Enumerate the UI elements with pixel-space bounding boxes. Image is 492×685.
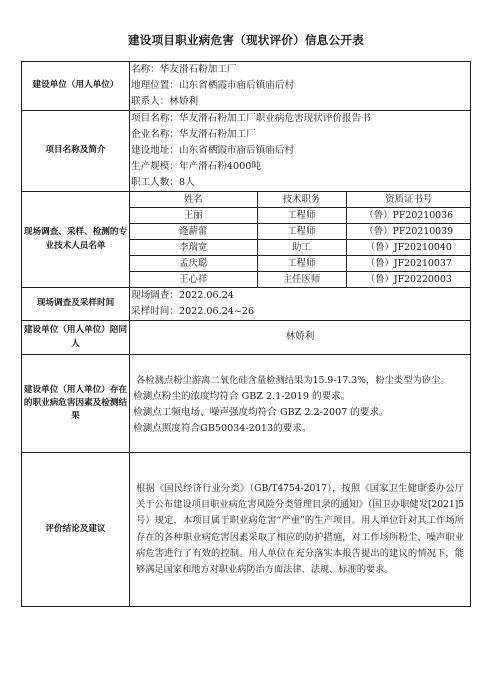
staff-header-title: 技术职务 (257, 192, 346, 208)
staff-title: 助工 (257, 240, 346, 256)
staff-name: 王心祥 (130, 272, 257, 288)
hazard-silica: 各检测点粉尘游离二氧化硅含量检测结果为15.9-17.3%，粉尘类型为矽尘。 (136, 375, 450, 387)
escort-row (22, 321, 471, 355)
staff-title: 工程师 (257, 208, 346, 224)
disclosure-table (21, 61, 471, 607)
project-row (22, 111, 471, 192)
hazard-noise: 检测点工频电场、噪声强度均符合 GBZ 2.2-2007 的要求。 (133, 406, 389, 418)
unit-name: 名称：华友滑石粉加工厂 (131, 64, 237, 75)
conclusion-label: 评价结论及建议 (22, 453, 130, 607)
survey-row (22, 288, 471, 321)
unit-label: 建设单位（用人单位） (22, 62, 130, 111)
staff-count: 职工人数：8人 (131, 177, 195, 188)
conclusion-content (130, 453, 471, 607)
project-content (130, 111, 471, 192)
staff-name: 李瑞宽 (130, 240, 257, 256)
staff-name: 孟庆聪 (130, 256, 257, 272)
conclusion-row (22, 453, 471, 607)
staff-cell (130, 192, 471, 288)
conclusion-text: 根据《国民经济行业分类》（GB/T4754-2017），按照《国家卫生健康委办公厅关于公布建设项目职业病危害风险分类管理目录的通知》（国卫办职健发[2021]5号）规定，本项目属于职业病危害“严重”的生产项目。用人单位针对其工作场所存在的各种职业病危害因素采取了相应的防护措施，对工作场所粉尘、噪声职业病危害进行了有效的控制。用人单位在充分落实本报告提出的建议的情况下，能够满足国家和地方对职业病防治方面法律、法规、标准的要求。 (136, 482, 464, 575)
staff-table (130, 192, 471, 287)
unit-content (130, 62, 471, 111)
staff-label: 现场调查、采样、检测的专业技术人员名单 (22, 192, 130, 288)
unit-location: 地理位置：山东省栖霞市庙后镇庙后村 (131, 80, 295, 91)
staff-cert: （鲁）PF20210039 (346, 224, 471, 240)
hazards-row (22, 355, 471, 453)
staff-title: 工程师 (257, 224, 346, 240)
escort-value: 林娇利 (130, 321, 471, 355)
project-address: 建设地址：山东省栖霞市庙后镇庙后村 (131, 145, 295, 156)
table-row (130, 240, 471, 256)
staff-row (22, 192, 471, 288)
survey-content (130, 288, 471, 321)
unit-contact: 联系人：林娇利 (131, 96, 199, 107)
staff-header-name: 姓名 (183, 194, 203, 205)
hazard-lighting: 检测点照度符合GB50034-2013的要求。 (133, 422, 312, 434)
project-name: 项目名称：华友滑石粉加工厂职业病危害现状评价报告书 (131, 113, 371, 124)
table-row (130, 208, 471, 224)
table-row (130, 224, 471, 240)
hazards-label: 建设单位（用人单位）存在的职业病危害因素及检测结果 (22, 355, 130, 453)
unit-row (22, 62, 471, 111)
escort-label: 建设单位（用人单位）陪同人 (22, 321, 130, 355)
staff-cert: （鲁）JF20210037 (346, 256, 471, 272)
hazards-content (130, 355, 471, 453)
production-scale: 生产规模：年产滑石粉4000吨 (131, 161, 261, 172)
survey-label: 现场调查及采样时间 (22, 288, 130, 321)
staff-header-row (130, 192, 471, 208)
project-label: 项目名称及简介 (22, 111, 130, 192)
staff-cert: （鲁）PF20210036 (346, 208, 471, 224)
sampling-date: 采样时间：2022.06.24~26 (131, 306, 255, 317)
staff-cert: （鲁）JF20210040 (346, 240, 471, 256)
survey-date: 现场调查：2022.06.24 (131, 290, 234, 301)
staff-title: 工程师 (257, 256, 346, 272)
page-title: 建设项目职业病危害（现状评价）信息公开表 (128, 33, 364, 47)
staff-name: 逄薪蕾 (130, 224, 257, 240)
hazard-dust: 检测点粉尘的浓度均符合 GBZ 2.1-2019 的要求。 (133, 390, 351, 402)
table-row (130, 256, 471, 272)
staff-header-cert: 资质证书号 (346, 192, 471, 208)
table-row (130, 272, 471, 288)
staff-name: 王丽 (130, 208, 257, 224)
staff-cert: （鲁）JF20220003 (346, 272, 471, 288)
staff-title: 主任医师 (257, 272, 346, 288)
company-name: 企业名称：华友滑石粉加工厂 (131, 129, 256, 140)
